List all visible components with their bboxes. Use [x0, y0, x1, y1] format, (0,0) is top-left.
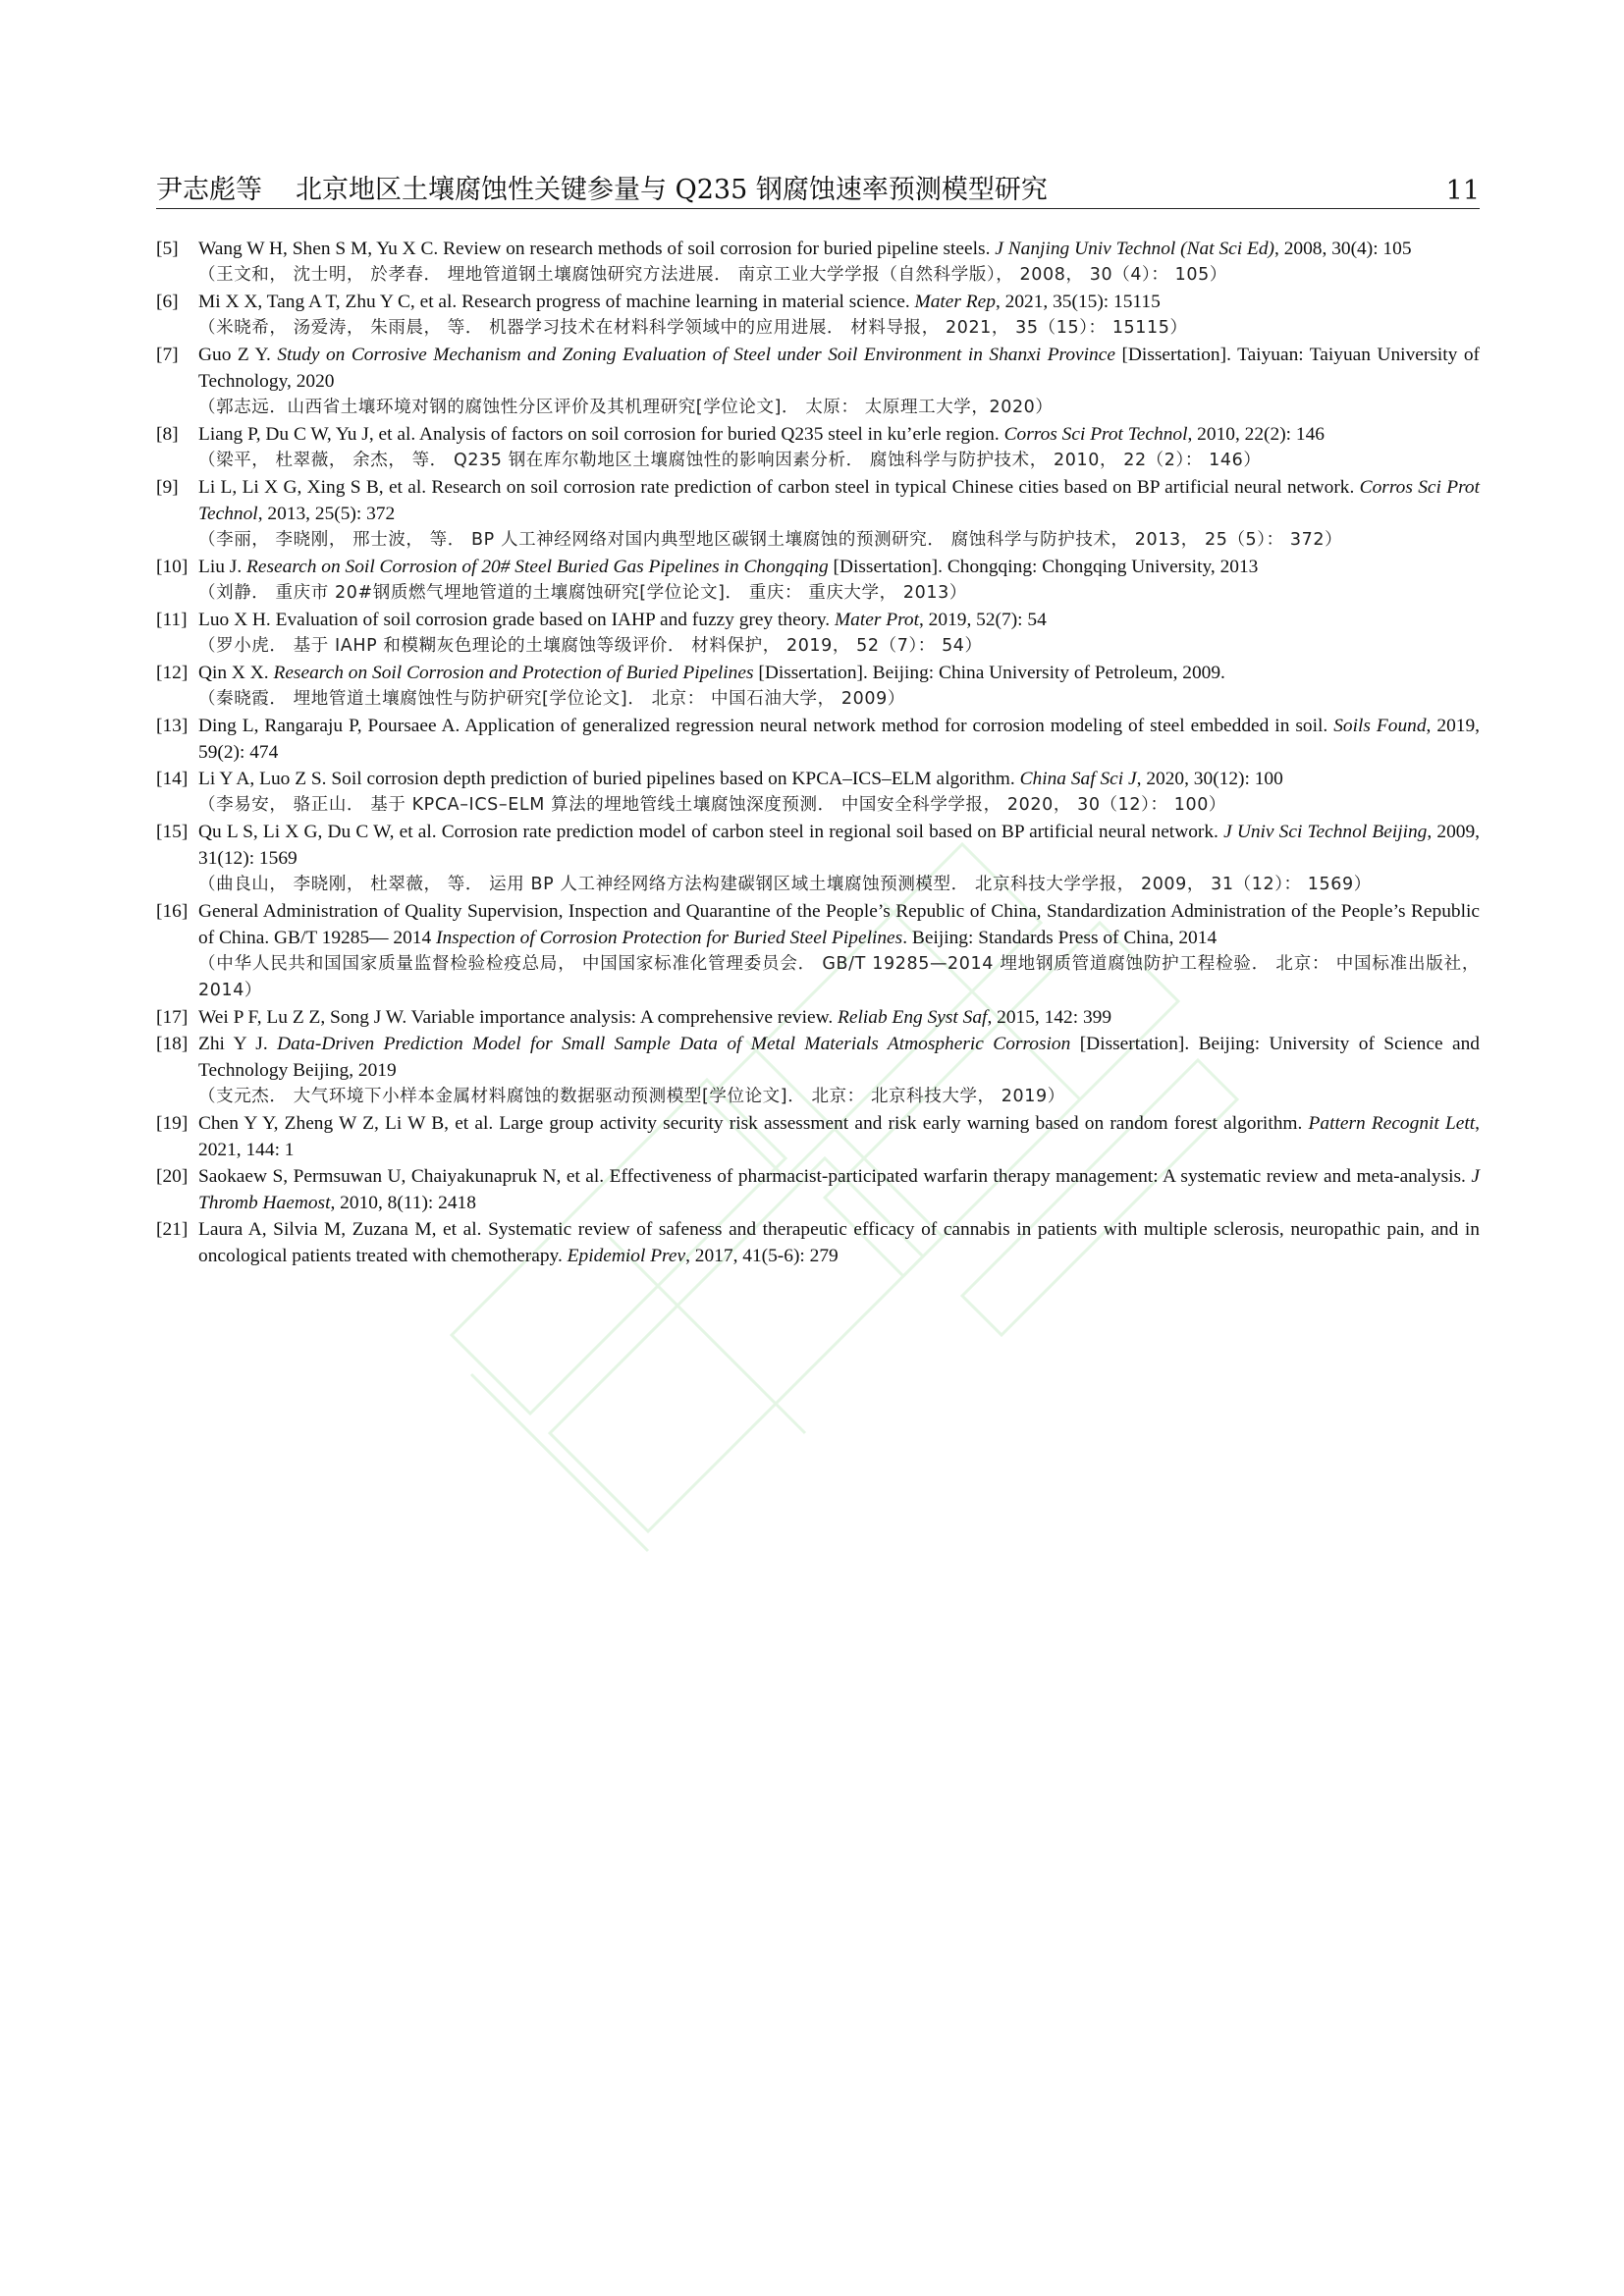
reference-text: Liu J.	[198, 557, 247, 577]
reference-english	[198, 236, 1480, 262]
reference-entry	[156, 1004, 1480, 1031]
reference-body	[198, 1004, 1480, 1031]
reference-text: Laura A, Silvia M, Zuzana M, et al. Systematic review of safeness and therapeutic efficacy of cannabis in patients with multiple sclerosis, neuropathic pain, and in oncological patients treated with chemotherapy.	[198, 1219, 1480, 1266]
reference-text: , 2009, 31(12): 1569	[198, 822, 1481, 869]
reference-number: [20]	[156, 1166, 189, 1187]
reference-text: , 2017, 41(5-6): 279	[685, 1246, 839, 1266]
reference-body	[198, 607, 1480, 660]
reference-text: Li Y A, Luo Z S. Soil corrosion depth prediction of buried pipelines based on KPCA–ICS–ELM algorithm.	[198, 769, 1020, 789]
reference-body	[198, 236, 1480, 289]
reference-text: Mi X X, Tang A T, Zhu Y C, et al. Research progress of machine learning in material science.	[198, 292, 915, 312]
reference-text: Saokaew S, Permsuwan U, Chaiyakunapruk N, et al. Effectiveness of pharmacist-participated warfarin therapy management: A systematic review and meta-analysis.	[198, 1166, 1472, 1187]
reference-english	[198, 660, 1480, 686]
reference-chinese: （支元杰． 大气环境下小样本金属材料腐蚀的数据驱动预测模型[学位论文]． 北京： 北京科技大学， 2019）	[198, 1087, 1065, 1106]
reference-body	[198, 713, 1480, 766]
header-title-group	[156, 168, 1048, 206]
reference-entry	[156, 342, 1480, 421]
reference-entry	[156, 766, 1480, 819]
reference-source: Mater Rep	[914, 292, 996, 312]
page-number: 11	[1445, 176, 1480, 206]
reference-source: Corros Sci Prot Technol	[198, 477, 1480, 524]
reference-entry	[156, 1031, 1480, 1110]
reference-chinese: （秦晓霞． 埋地管道土壤腐蚀性与防护研究[学位论文]． 北京： 中国石油大学， 2009）	[198, 689, 905, 709]
reference-source: J Nanjing Univ Technol (Nat Sci Ed)	[995, 239, 1275, 259]
reference-text: [Dissertation]. Taiyuan: Taiyuan University of Technology, 2020	[198, 345, 1480, 392]
reference-entry	[156, 660, 1480, 713]
reference-source: China Saf Sci J	[1019, 769, 1137, 789]
reference-entry	[156, 819, 1480, 898]
header-title: 北京地区土壤腐蚀性关键参量与 Q235 钢腐蚀速率预测模型研究	[296, 175, 1048, 205]
reference-chinese: （罗小虎． 基于 IAHP 和模糊灰色理论的土壤腐蚀等级评价． 材料保护， 2019， 52（7）： 54）	[198, 636, 983, 656]
reference-text: . Beijing: Standards Press of China, 2014	[902, 928, 1218, 948]
reference-text: , 2019, 52(7): 54	[918, 610, 1047, 630]
reference-text: [Dissertation]. Beijing: University of Science and Technology Beijing, 2019	[198, 1034, 1480, 1081]
reference-chinese: （米晓希， 汤爱涛， 朱雨晨， 等． 机器学习技术在材料科学领域中的应用进展． 材料导报， 2021， 35（15）： 15115）	[198, 318, 1188, 338]
reference-body	[198, 1031, 1480, 1110]
reference-text: , 2010, 22(2): 146	[1187, 424, 1325, 445]
reference-chinese: （曲良山， 李晓刚， 杜翠薇， 等． 运用 BP 人工神经网络方法构建碳钢区域土壤腐蚀预测模型． 北京科技大学学报， 2009， 31（12）： 1569）	[198, 875, 1372, 894]
reference-chinese: （梁平， 杜翠薇， 余杰， 等． Q235 钢在库尔勒地区土壤腐蚀性的影响因素分析． 腐蚀科学与防护技术， 2010， 22（2）： 146）	[198, 451, 1262, 470]
reference-body	[198, 1110, 1480, 1163]
reference-english	[198, 421, 1480, 448]
reference-text: General Administration of Quality Supervision, Inspection and Quarantine of the People’s Republic of China, Standardization Administration of the People’s Republic of China. GB/T 19285— 2014	[198, 901, 1480, 948]
reference-english	[198, 342, 1480, 395]
reference-source: Data-Driven Prediction Model for Small Sample Data of Metal Materials Atmospheric Corrosion	[277, 1034, 1071, 1054]
reference-text: Wang W H, Shen S M, Yu X C. Review on research methods of soil corrosion for buried pipeline steels.	[198, 239, 996, 259]
reference-number: [6]	[156, 292, 179, 312]
reference-english	[198, 713, 1480, 766]
reference-english	[198, 554, 1480, 580]
reference-chinese: （郭志远．山西省土壤环境对钢的腐蚀性分区评价及其机理研究[学位论文]． 太原： 太原理工大学，2020）	[198, 398, 1054, 417]
reference-source: Corros Sci Prot Technol	[1003, 424, 1188, 445]
reference-entry	[156, 421, 1480, 474]
running-header	[156, 163, 1480, 206]
reference-body	[198, 289, 1480, 342]
reference-source: Research on Soil Corrosion of 20# Steel Buried Gas Pipelines in Chongqing	[246, 557, 829, 577]
reference-english	[198, 1110, 1480, 1163]
reference-text: , 2021, 35(15): 15115	[995, 292, 1161, 312]
reference-text: Guo Z Y.	[198, 345, 278, 365]
reference-text: [Dissertation]. Beijing: China University of Petroleum, 2009.	[753, 663, 1225, 683]
reference-text: Chen Y Y, Zheng W Z, Li W B, et al. Large group activity security risk assessment and risk early warning based on random forest algorithm.	[198, 1113, 1309, 1134]
reference-body	[198, 660, 1480, 713]
reference-text: , 2008, 30(4): 105	[1274, 239, 1412, 259]
reference-chinese: （中华人民共和国国家质量监督检验检疫总局， 中国国家标准化管理委员会． GB/T 19285—2014 埋地钢质管道腐蚀防护工程检验． 北京： 中国标准出版社， 2014）	[198, 954, 1480, 1000]
reference-body	[198, 342, 1480, 421]
reference-body	[198, 421, 1480, 474]
reference-number: [10]	[156, 557, 189, 577]
header-authors: 尹志彪等	[156, 175, 262, 205]
reference-entry	[156, 1163, 1480, 1216]
reference-body	[198, 1163, 1480, 1216]
reference-number: [21]	[156, 1219, 189, 1240]
reference-english	[198, 1216, 1480, 1269]
reference-entry	[156, 607, 1480, 660]
reference-text: , 2013, 25(5): 372	[257, 504, 396, 524]
reference-entry	[156, 1110, 1480, 1163]
reference-number: [12]	[156, 663, 189, 683]
reference-body	[198, 474, 1480, 554]
reference-text: , 2010, 8(11): 2418	[330, 1193, 476, 1213]
reference-entry	[156, 1216, 1480, 1269]
reference-body	[198, 898, 1480, 1004]
reference-number: [9]	[156, 477, 179, 498]
reference-number: [15]	[156, 822, 189, 842]
reference-entry	[156, 474, 1480, 554]
reference-source: Reliab Eng Syst Saf	[838, 1007, 988, 1028]
reference-body	[198, 766, 1480, 819]
reference-english	[198, 819, 1480, 872]
reference-source: Research on Soil Corrosion and Protection of Buried Pipelines	[273, 663, 754, 683]
reference-text: Luo X H. Evaluation of soil corrosion grade based on IAHP and fuzzy grey theory.	[198, 610, 835, 630]
reference-entry	[156, 898, 1480, 1004]
reference-number: [16]	[156, 901, 189, 922]
reference-text: Qu L S, Li X G, Du C W, et al. Corrosion rate prediction model of carbon steel in regional soil based on BP artificial neural network.	[198, 822, 1224, 842]
reference-entry	[156, 713, 1480, 766]
reference-entry	[156, 289, 1480, 342]
reference-text: , 2021, 144: 1	[198, 1113, 1480, 1160]
reference-number: [7]	[156, 345, 179, 365]
reference-source: Study on Corrosive Mechanism and Zoning Evaluation of Steel under Soil Environment in Shanxi Province	[277, 345, 1115, 365]
reference-body	[198, 819, 1480, 898]
reference-english	[198, 898, 1480, 951]
reference-chinese: （李易安， 骆正山． 基于 KPCA–ICS–ELM 算法的埋地管线土壤腐蚀深度预测． 中国安全科学学报， 2020， 30（12）： 100）	[198, 795, 1227, 815]
reference-text: Qin X X.	[198, 663, 274, 683]
reference-english	[198, 1163, 1480, 1216]
reference-body	[198, 1216, 1480, 1269]
reference-chinese: （刘静． 重庆市 20#钢质燃气埋地管道的土壤腐蚀研究[学位论文]． 重庆： 重庆大学， 2013）	[198, 583, 967, 603]
reference-text: Li L, Li X G, Xing S B, et al. Research on soil corrosion rate prediction of carbon steel in typical Chinese cities based on BP artificial neural network.	[198, 477, 1360, 498]
reference-english	[198, 766, 1480, 792]
reference-source: J Univ Sci Technol Beijing	[1223, 822, 1428, 842]
reference-text: Ding L, Rangaraju P, Poursaee A. Application of generalized regression neural network method for corrosion modeling of steel embedded in soil.	[198, 716, 1334, 736]
reference-source: J Thromb Haemost	[198, 1166, 1480, 1213]
reference-text: , 2015, 142: 399	[987, 1007, 1112, 1028]
reference-english	[198, 1031, 1480, 1084]
reference-entry	[156, 554, 1480, 607]
reference-number: [8]	[156, 424, 179, 445]
reference-text: Zhi Y J.	[198, 1034, 278, 1054]
reference-chinese: （王文和， 沈士明， 於孝春． 埋地管道钢土壤腐蚀研究方法进展． 南京工业大学学报（自然科学版）， 2008， 30（4）： 105）	[198, 265, 1227, 285]
reference-english	[198, 474, 1480, 527]
reference-english	[198, 607, 1480, 633]
reference-number: [18]	[156, 1034, 189, 1054]
reference-number: [19]	[156, 1113, 189, 1134]
reference-text: Liang P, Du C W, Yu J, et al. Analysis of factors on soil corrosion for buried Q235 steel in ku’erle region.	[198, 424, 1004, 445]
reference-source: Epidemiol Prev	[567, 1246, 686, 1266]
reference-number: [13]	[156, 716, 189, 736]
reference-entry	[156, 236, 1480, 289]
reference-body	[198, 554, 1480, 607]
reference-number: [11]	[156, 610, 188, 630]
reference-source: Mater Prot	[834, 610, 919, 630]
reference-text: Wei P F, Lu Z Z, Song J W. Variable importance analysis: A comprehensive review.	[198, 1007, 839, 1028]
reference-text: , 2019, 59(2): 474	[198, 716, 1481, 763]
reference-number: [17]	[156, 1007, 189, 1028]
reference-source: Soils Found	[1333, 716, 1427, 736]
reference-number: [14]	[156, 769, 189, 789]
reference-source: Pattern Recognit Lett	[1308, 1113, 1476, 1134]
reference-source: Inspection of Corrosion Protection for Buried Steel Pipelines	[436, 928, 903, 948]
reference-text: [Dissertation]. Chongqing: Chongqing University, 2013	[828, 557, 1259, 577]
reference-chinese: （李丽， 李晓刚， 邢士波， 等． BP 人工神经网络对国内典型地区碳钢土壤腐蚀的预测研究． 腐蚀科学与防护技术， 2013， 25（5）： 372）	[198, 530, 1343, 550]
reference-text: , 2020, 30(12): 100	[1136, 769, 1283, 789]
reference-list	[156, 236, 1480, 1269]
reference-english	[198, 289, 1480, 315]
reference-english	[198, 1004, 1480, 1031]
reference-number: [5]	[156, 239, 179, 259]
header-rule	[156, 208, 1480, 209]
